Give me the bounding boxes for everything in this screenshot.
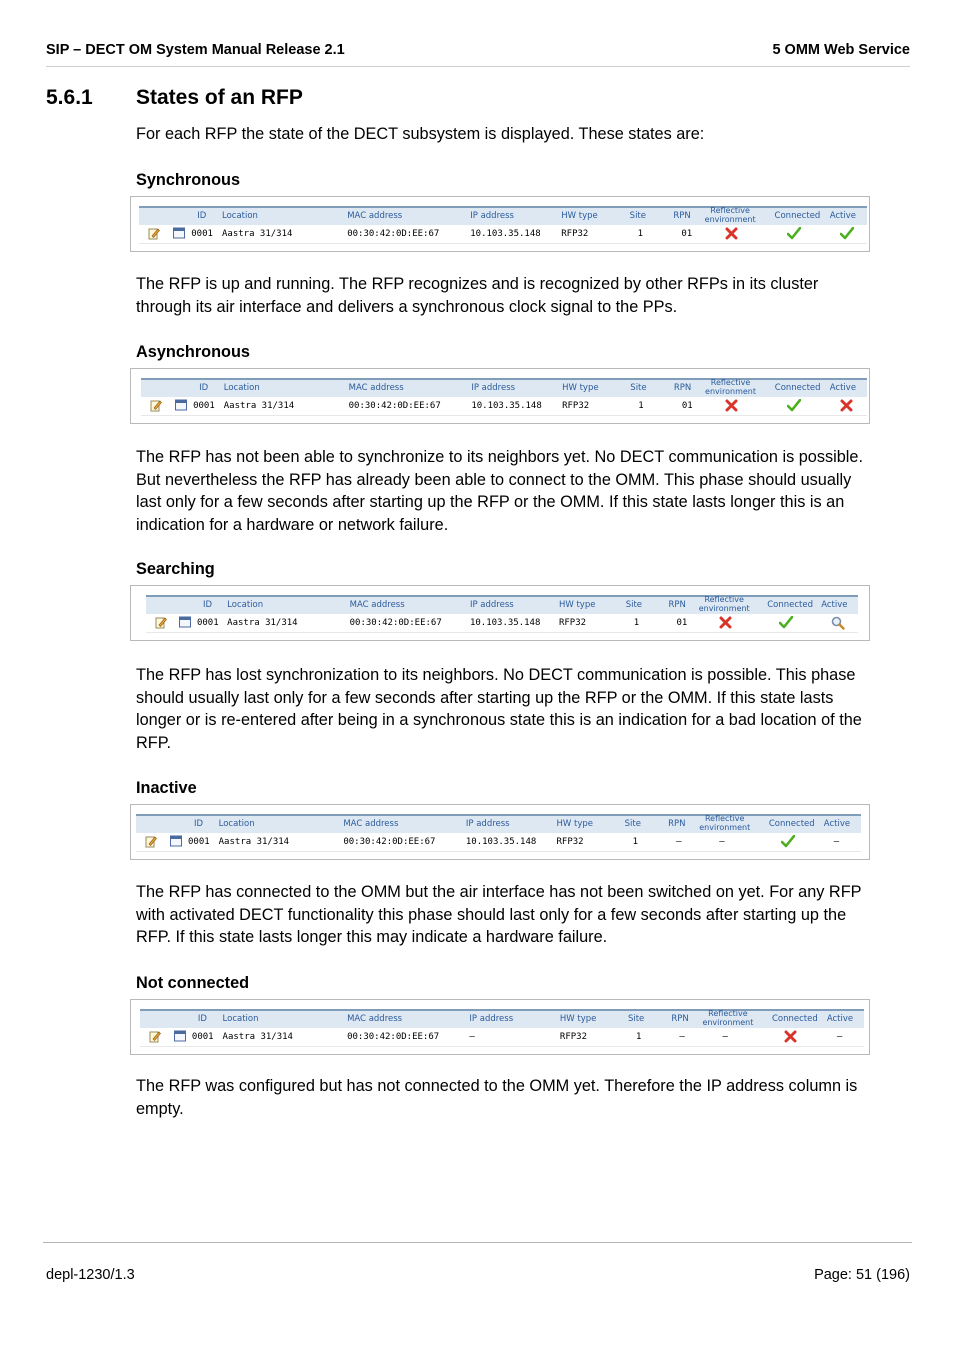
col-reflective-line2: environment [699,823,751,832]
rfp-table-screenshot [130,804,870,860]
section-title: States of an RFP [136,86,303,109]
page-header [46,42,910,67]
col-reflective-line2: environment [702,1018,754,1027]
col-connected[interactable]: Connected [774,211,821,221]
edit-icon[interactable] [150,399,162,412]
cell-rpn: – [679,1032,685,1042]
col-reflective-line1: Reflective [710,206,750,215]
footer-doc-id: depl-1230/1.3 [46,1267,135,1283]
col-reflective-environment[interactable] [699,595,750,613]
col-ip-address[interactable]: IP address [471,383,516,393]
col-reflective-line1: Reflective [710,378,751,387]
cell-site: 1 [637,229,644,239]
cell-active: – [836,1032,843,1042]
cell-hw-type: RFP32 [559,1032,587,1042]
col-connected[interactable]: Connected [767,600,814,610]
details-icon[interactable] [174,1030,186,1042]
col-connected[interactable]: Connected [774,383,821,393]
page-footer [43,1242,912,1283]
state-title: Asynchronous [136,343,250,361]
col-connected[interactable]: Connected [771,1014,818,1024]
cell-ip-address: 10.103.35.148 [469,618,541,628]
cell-reflective: – [719,837,725,847]
rfp-table [140,1009,864,1049]
cell-hw-type: RFP32 [558,618,587,628]
cell-hw-type: RFP32 [562,401,590,411]
col-ip-address[interactable]: IP address [469,1014,514,1024]
cell-site: 1 [633,618,640,628]
details-icon[interactable] [179,616,191,628]
rfp-table-header [141,378,867,397]
check-icon [781,835,795,848]
state-title: Inactive [136,779,197,797]
magnifier-icon [831,616,845,630]
cell-rpn: 01 [681,401,693,411]
rfp-table-row[interactable] [141,397,867,416]
col-id[interactable]: ID [197,211,207,221]
col-active[interactable]: Active [823,819,851,829]
cell-hw-type: RFP32 [556,837,584,847]
cell-mac-address: 00:30:42:0D:EE:67 [348,401,441,411]
cell-site: 1 [632,837,639,847]
col-hw-type[interactable]: HW type [556,819,593,829]
col-rpn[interactable]: RPN [673,211,691,221]
col-location[interactable]: Location [223,383,260,393]
col-id[interactable]: ID [202,600,213,610]
rfp-table-header [140,1009,864,1028]
details-icon[interactable] [175,399,187,411]
cross-icon [725,227,738,240]
edit-icon[interactable] [149,1030,161,1043]
rfp-table [141,378,867,418]
edit-icon[interactable] [148,227,160,240]
cell-id: 0001 [196,618,219,628]
cell-rpn: 01 [676,618,688,628]
cell-ip-address: 10.103.35.148 [471,401,542,411]
state-description: The RFP is up and running. The RFP recognizes and is recognized by other RFPs in its cluster through its air interface and delivers a synchronous clock signal to the PPs. [136,275,819,316]
details-icon[interactable] [173,227,185,239]
state-title: Synchronous [136,171,241,189]
col-hw-type[interactable]: HW type [561,211,598,221]
col-ip-address[interactable]: IP address [470,211,514,221]
header-manual-title: SIP – DECT OM System Manual Release 2.1 [46,42,345,58]
col-id[interactable]: ID [197,1014,207,1024]
state-title: Not connected [136,974,250,992]
col-location[interactable]: Location [218,819,255,829]
col-reflective-environment[interactable] [702,1009,753,1027]
state-description: The RFP was configured but has not connected to the OMM yet. Therefore the IP address column is empty. [136,1077,858,1118]
rfp-table-row[interactable] [136,833,861,852]
col-rpn[interactable]: RPN [668,819,686,829]
col-reflective-line2: environment [705,387,756,396]
cross-icon [784,1030,797,1043]
cell-location: Aastra 31/314 [218,837,290,847]
col-mac-address[interactable]: MAC address [347,211,403,221]
col-active[interactable]: Active [829,211,856,221]
col-reflective-line2: environment [704,215,756,224]
cell-id: 0001 [188,837,210,847]
col-reflective-line1: Reflective [704,595,744,604]
rfp-table [139,206,867,246]
col-location[interactable]: Location [222,1014,259,1024]
col-reflective-environment[interactable] [705,378,756,396]
section-intro: For each RFP the state of the DECT subsystem is displayed. These states are: [136,125,705,143]
cell-id: 0001 [193,401,215,411]
cell-location: Aastra 31/314 [221,229,293,239]
cross-icon [725,399,738,412]
cell-rpn: 01 [681,229,693,239]
cell-location: Aastra 31/314 [227,618,298,628]
edit-icon[interactable] [155,616,167,629]
col-site[interactable]: Site [630,383,647,393]
col-reflective-line2: environment [698,604,750,613]
col-location[interactable]: Location [227,600,264,610]
check-icon [779,616,793,629]
col-rpn[interactable]: RPN [671,1014,689,1024]
col-id[interactable]: ID [194,819,204,829]
col-site[interactable]: Site [624,819,641,829]
rfp-table [146,595,858,635]
cell-mac-address: 00:30:42:0D:EE:67 [347,229,440,239]
cell-active: – [833,837,840,847]
cell-hw-type: RFP32 [561,229,589,239]
rfp-table-row[interactable] [140,1028,864,1047]
col-id[interactable]: ID [199,383,209,393]
col-active[interactable]: Active [826,1014,854,1024]
section-heading [46,86,303,110]
rfp-table-screenshot [130,585,870,641]
col-mac-address[interactable]: MAC address [349,600,405,610]
cross-icon [719,616,732,629]
state-description: The RFP has not been able to synchronize to its neighbors yet. No DECT communication is possible. But nevertheless the RFP has already been able to connect to the OMM. This phase should usually last only for a few seconds after starting up the RFP or the OMM. If this state lasts longer this is an indication for a hardware or network failure. [136,448,863,534]
details-icon[interactable] [170,835,182,847]
cell-ip-address: 10.103.35.148 [465,837,537,847]
col-reflective-line1: Reflective [704,814,745,823]
col-mac-address[interactable]: MAC address [343,819,399,829]
col-ip-address[interactable]: IP address [465,819,510,829]
col-mac-address[interactable]: MAC address [347,1014,403,1024]
rfp-table-header [136,814,861,833]
col-site[interactable]: Site [625,600,643,610]
col-site[interactable]: Site [629,211,646,221]
state-title: Searching [136,560,215,578]
cell-site: 1 [638,401,644,411]
check-icon [787,399,801,412]
cell-ip-address: 10.103.35.148 [470,229,541,239]
col-site[interactable]: Site [627,1014,645,1024]
col-active[interactable]: Active [829,383,857,393]
cell-mac-address: 00:30:42:0D:EE:67 [343,837,436,847]
header-chapter: 5 OMM Web Service [772,42,910,58]
col-active[interactable]: Active [821,600,848,610]
col-hw-type[interactable]: HW type [559,1014,597,1024]
rfp-table-screenshot [130,999,870,1055]
state-description: The RFP has connected to the OMM but the air interface has not been switched on yet. For any RFP with activated DECT functionality this phase should last only for a few seconds after starting up the RFP. If this state lasts longer this may indicate a hardware failure. [136,883,862,946]
col-location[interactable]: Location [221,211,258,221]
cell-id: 0001 [191,1032,214,1042]
rfp-table-header [146,595,858,614]
rfp-table-header [139,206,867,225]
rfp-table-screenshot [130,196,870,252]
col-reflective-environment[interactable] [705,206,756,224]
state-description: The RFP has lost synchronization to its neighbors. No DECT communication is possible. This phase should usually last only for a few seconds after starting up the RFP or the OMM. If this state lasts longer or is re-entered after being in a synchronous state this is an indication for a bad location of the RFP. [136,666,862,752]
col-reflective-line1: Reflective [708,1009,748,1018]
col-hw-type[interactable]: HW type [558,600,596,610]
footer-page-number: Page: 51 (196) [814,1267,910,1283]
col-hw-type[interactable]: HW type [562,383,599,393]
cross-icon [840,399,853,412]
col-ip-address[interactable]: IP address [469,600,514,610]
cell-ip-address: – [469,1032,475,1042]
cell-reflective: – [722,1032,728,1042]
cell-mac-address: 00:30:42:0D:EE:67 [349,618,442,628]
section-number: 5.6.1 [46,86,93,109]
check-icon [840,227,854,240]
col-rpn[interactable]: RPN [668,600,686,610]
cell-rpn: – [676,837,682,847]
cell-id: 0001 [191,229,213,239]
cell-mac-address: 00:30:42:0D:EE:67 [347,1032,440,1042]
col-reflective-environment[interactable] [699,814,750,832]
cell-site: 1 [635,1032,642,1042]
rfp-table-screenshot [130,368,870,424]
rfp-table-row[interactable] [139,225,867,244]
check-icon [787,227,801,240]
rfp-table-row[interactable] [146,614,858,633]
col-mac-address[interactable]: MAC address [348,383,404,393]
col-rpn[interactable]: RPN [673,383,692,393]
col-connected[interactable]: Connected [768,819,815,829]
rfp-table [136,814,861,854]
cell-location: Aastra 31/314 [222,1032,293,1042]
edit-icon[interactable] [145,835,157,848]
cell-location: Aastra 31/314 [223,401,295,411]
